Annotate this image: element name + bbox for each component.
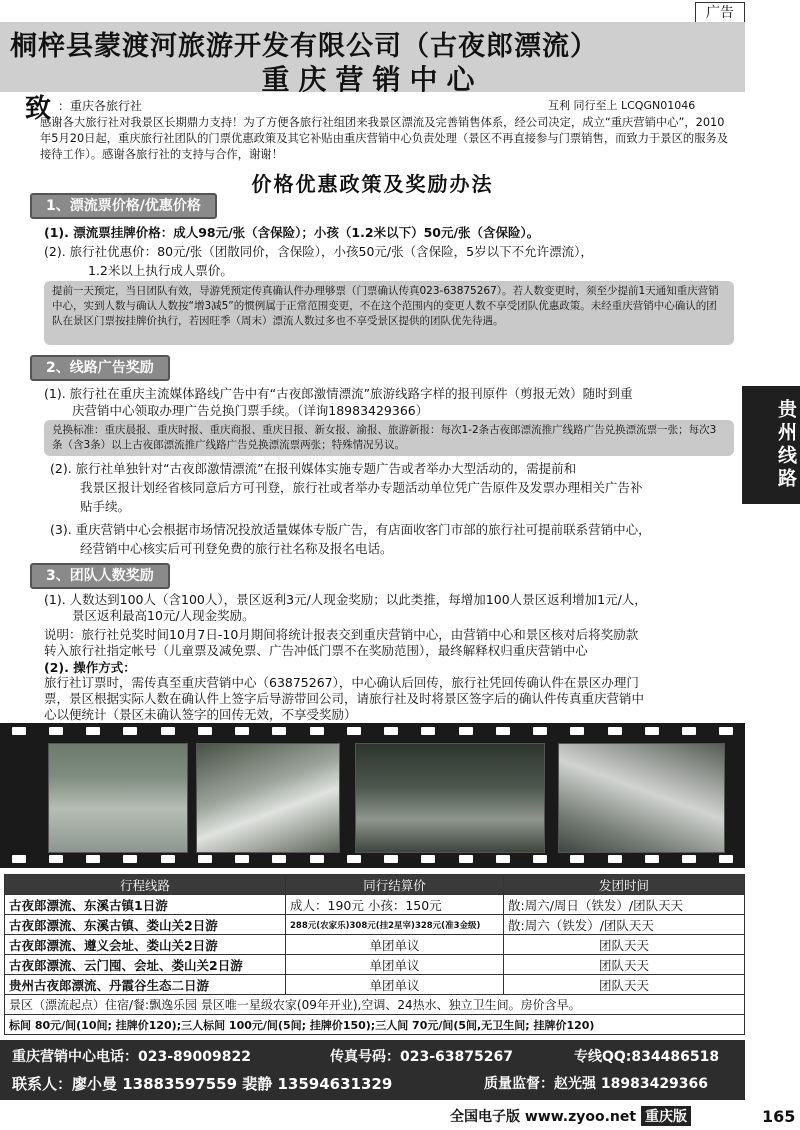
contact-persons: 联系人：廖小曼 13883597559 裴静 13594631329 [12,1075,393,1093]
edition-badge: 重庆版 [641,1106,691,1126]
qq-number: 专线QQ:834486518 [574,1049,720,1065]
s3-line-2-title: (2). 操作方式： [44,660,136,675]
header-route: 行程线路 [5,875,286,895]
time-cell: 散:周六（铁发）/团队天天 [504,915,745,935]
time-cell: 团队天天 [504,955,745,975]
s1-note-box: 提前一天预定，当日团队有效，导游凭预定传真确认件办理够票（门票确认传真023-63875267）。若人数变更时，须至少提前1天通知重庆营销中心，实到人数与确认人数按“增3减5”的惯例属于正常范围变更，不在这个范围内的变更人数不享受团队优惠政策。未经重庆营销中心确认的团队在景区门票按挂牌价执行，若因旺季（周末）漂流人数过多也不享受景区提供的团队优先待遇。 [44,281,734,345]
s2-line-2c: 贴手续。 [80,499,131,514]
s3-note-a: 说明：旅行社兑奖时间10月7日-10月期间将统计报表交到重庆营销中心，由营销中心和景区核对后将奖励款 [44,627,639,642]
s2-note-box: 兑换标准：重庆晨报、重庆时报、重庆商报、重庆日报、新女报、渝报、旅游新报：每次1-2条古夜郎漂流推广线路广告兑换漂流票一张；每次3条（含3条）以上古夜郎漂流推广线路广告兑换漂流票两张；特殊情况另议。 [44,420,734,456]
price-cell: 288元(农家乐)308元(挂2星宰)328元(准3金级) [286,915,504,935]
rafting-photo-2 [196,743,340,853]
rafting-photo-1 [48,743,188,853]
section-1-header: 1、漂流票价格/优惠价格 [30,193,217,219]
route-table [4,874,745,1035]
s3-note-b: 转入旅行社指定帐号（儿童票及减免票、广告冲低门票不在奖励范围），最终解释权归重庆营销中心 [44,643,588,658]
ad-tag: 广告 [695,2,745,24]
film-holes-bottom [0,855,745,865]
header-price: 同行结算价 [286,875,504,895]
table-header-row [5,875,745,895]
header-time: 发团时间 [504,875,745,895]
s2-line-1a: (1). 旅行社在重庆主流媒体路线广告中有“古夜郎激情漂流”旅游线路字样的报刊原件（剪报无效）随时到重 [44,386,633,401]
s3-line-1b: 景区返利最高10元/人现金奖励。 [72,608,255,623]
route-table-wrap [4,874,745,1035]
intro-paragraph: 感谢各大旅行社对我景区长期鼎力支持！为了方便各旅行社组团来我景区漂流及完善销售体系，经公司决定，成立“重庆营销中心”，2010年5月20日起，重庆旅行社团队的门票优惠政策及其它补贴由重庆营销中心负责处理（景区不再直接参与门票销售，而致力于景区的服务及接待工作）。感谢各旅行社的支持与合作，谢谢！ [40,116,729,161]
company-title: 桐梓县蒙渡河旅游开发有限公司（古夜郎漂流） [10,31,598,62]
s2-line-3a: (3). 重庆营销中心会根据市场情况投放适量媒体专版广告，有店面收客门市部的旅行社可提前联系营销中心， [50,522,651,537]
page-number: 165 [762,1107,796,1126]
table-row [5,995,745,1015]
s1-line-3: 1.2米以上执行成人票价。 [88,263,233,278]
section-3-header: 3、团队人数奖励 [30,563,170,589]
contact-band [0,1040,745,1100]
s2-line-2a: (2). 旅行社单独针对“古夜郎激情漂流”在报刊媒体实施专题广告或者举办大型活动的，需提前和 [50,461,577,476]
greeting-to: 致 [25,94,52,124]
route-cell: 古夜郎漂流、东溪古镇、娄山关2日游 [5,915,286,935]
table-row [5,955,745,975]
fax-number: 传真号码：023-63875267 [330,1049,513,1065]
room-price-note: 标间 80元/间(10间; 挂牌价120);三人标间 100元/间(5间; 挂牌价150);三人间 70元/间(5间,无卫生间; 挂牌价120) [5,1015,745,1035]
price-cell: 单团单议 [286,935,504,955]
route-cell: 古夜郎漂流、遵义会址、娄山关2日游 [5,935,286,955]
table-row [5,915,745,935]
section-2-header: 2、线路广告奖励 [30,355,170,381]
time-cell: 团队天天 [504,935,745,955]
price-cell: 成人：190元 小孩：150元 [286,895,504,915]
quality-supervisor: 质量监督：赵光强 18983429366 [484,1076,709,1092]
footer-site [450,1106,691,1126]
price-cell: 单团单议 [286,975,504,995]
route-cell: 贵州古夜郎漂流、丹霞谷生态二日游 [5,975,286,995]
route-cell: 古夜郎漂流、东溪古镇1日游 [5,895,286,915]
s2-line-2b: 我景区报计划经省核同意后方可刊登，旅行社或者举办专题活动单位凭广告原件及发票办理相关广告补 [80,480,643,495]
marketing-center-title: 重庆营销中心 [261,63,484,96]
time-cell: 散:周六/周日（铁发）/团队天天 [504,895,745,915]
s3-line-1a: (1). 人数达到100人（含100人），景区返利3元/人现金奖励；以此类推，每增加100人景区返利增加1元/人， [44,592,647,607]
region-side-tab: 贵州线路 [742,386,800,504]
center-phone: 重庆营销中心电话：023-89009822 [12,1049,251,1065]
s3-line-2c: 心以便统计（景区未确认签字的回传无效，不享受奖励） [44,707,357,722]
route-cell: 古夜郎漂流、云门囤、会址、娄山关2日游 [5,955,286,975]
rafting-photo-3 [355,743,545,853]
greeting-recipient: ：重庆各旅行社 [58,99,143,113]
lodging-note: 景区（漂流起点）住宿/餐:飘逸乐园 景区唯一星级农家(09年开业),空调、24热水、独立卫生间。房价含早。 [5,995,745,1015]
s3-line-2a: 旅行社订票时，需传真至重庆营销中心（63875267），中心确认后回传，旅行社凭回传确认件在景区办理门 [44,675,639,690]
footer-url: 全国电子版 www.zyoo.net [450,1109,637,1125]
s3-line-2b: 票，景区根据实际人数在确认件上签字后导游带回公司，请旅行社及时将景区签字后的确认件传真重庆营销中 [44,691,645,706]
table-row [5,975,745,995]
film-holes-top [0,727,745,737]
s2-line-1b: 庆营销中心领取办理广告兑换门票手续。（详询18983429366） [72,403,429,418]
s1-line-2: (2). 旅行社优惠价：80元/张（团散同价，含保险），小孩50元/张（含保险，5岁以下不允许漂流）， [44,244,593,259]
s2-line-3b: 经营销中心核实后可刊登免费的旅行社名称及报名电话。 [80,541,393,556]
time-cell: 团队天天 [504,975,745,995]
reference-code: 互利 同行至上 LCQGN01046 [548,99,696,112]
table-row [5,1015,745,1035]
rafting-photo-4 [558,743,725,853]
table-row [5,935,745,955]
policy-title: 价格优惠政策及奖励办法 [251,172,494,196]
table-row [5,895,745,915]
s1-line-1: (1). 漂流票挂牌价格：成人98元/张（含保险）；小孩（1.2米以下）50元/张（含保险）。 [44,225,540,240]
price-cell: 单团单议 [286,955,504,975]
